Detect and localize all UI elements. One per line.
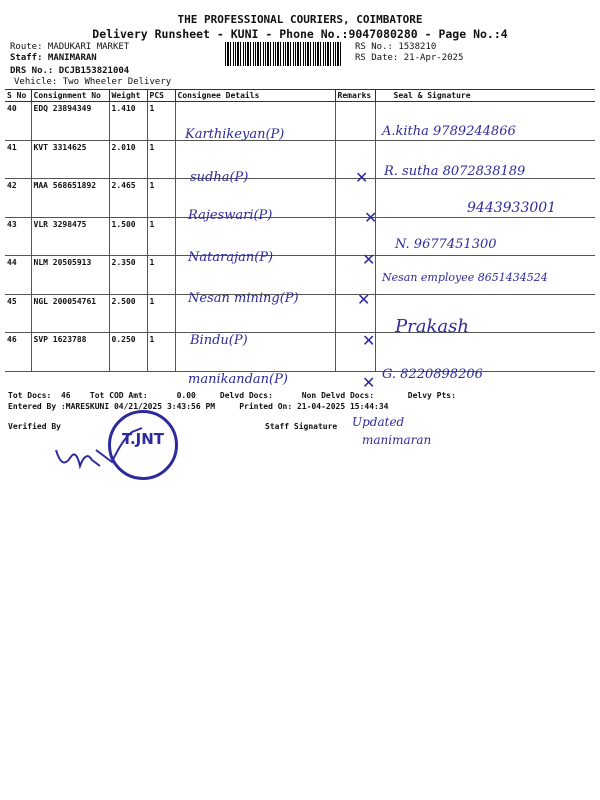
col-remarks: Remarks	[335, 90, 375, 102]
hw-consignee: Natarajan(P)	[188, 250, 274, 265]
cell-weight: 2.465	[109, 179, 147, 218]
cell-consignment: EDQ 23894349	[31, 102, 109, 141]
hw-signature: N. 9677451300	[395, 237, 497, 252]
hw-signature: 9443933001	[467, 200, 557, 216]
hw-signature: Nesan employee 8651434524	[382, 271, 548, 284]
cell-sno: 45	[5, 294, 31, 333]
cell-signature	[375, 333, 595, 372]
cell-sno: 46	[5, 333, 31, 372]
cell-consignment: VLR 3298475	[31, 217, 109, 256]
cell-consignment: MAA 568651892	[31, 179, 109, 218]
runsheet-subtitle: Delivery Runsheet - KUNI - Phone No.:9047080280 - Page No.:4	[92, 27, 508, 41]
route-text: Route: MADUKARI MARKET	[10, 42, 130, 52]
table-row	[5, 333, 595, 372]
cross-mark: ✕	[357, 290, 371, 309]
hw-signature: G. 8220898206	[382, 367, 483, 382]
cross-mark: ✕	[362, 250, 376, 269]
hw-consignee: sudha(P)	[190, 170, 249, 185]
cell-consignment: NLM 20505913	[31, 256, 109, 295]
cross-mark: ✕	[362, 373, 376, 392]
rs-date: RS Date: 21-Apr-2025	[355, 53, 464, 63]
cross-mark: ✕	[355, 168, 369, 187]
hw-signature: Prakash	[395, 316, 469, 337]
hw-consignee: Rajeswari(P)	[188, 208, 273, 223]
cell-weight: 2.350	[109, 256, 147, 295]
drs-number: DRS No.: DCJB153821004	[10, 66, 130, 76]
hw-signature: R. sutha 8072838189	[384, 164, 526, 179]
entered-by-line: Entered By :MARESKUNI 04/21/2025 3:43:56 PM Printed On: 21-04-2025 15:44:34	[8, 402, 389, 411]
totals-line: Tot Docs: 46 Tot COD Amt: 0.00 Delvd Docs: Non Delvd Docs: Delvy Pts:	[8, 391, 456, 400]
cell-pcs: 1	[147, 333, 175, 372]
col-sno: S No	[5, 90, 31, 102]
cell-remarks	[335, 102, 375, 141]
cell-sno: 42	[5, 179, 31, 218]
cross-mark: ✕	[364, 208, 378, 227]
cell-weight: 2.010	[109, 140, 147, 179]
cell-pcs: 1	[147, 140, 175, 179]
rs-number: RS No.: 1538210	[355, 42, 437, 52]
cell-consignment: NGL 200054761	[31, 294, 109, 333]
cell-weight: 2.500	[109, 294, 147, 333]
barcode	[225, 42, 343, 66]
staff-text: Staff: MANIMARAN	[10, 53, 97, 63]
cell-pcs: 1	[147, 217, 175, 256]
cell-weight: 0.250	[109, 333, 147, 372]
table-header-row	[5, 90, 595, 102]
cell-pcs: 1	[147, 179, 175, 218]
col-consignee: Consignee Details	[175, 90, 335, 102]
cell-consignment: KVT 3314625	[31, 140, 109, 179]
cell-pcs: 1	[147, 102, 175, 141]
cell-weight: 1.500	[109, 217, 147, 256]
col-seal-signature: Seal & Signature	[375, 90, 595, 102]
hw-signature: A.kitha 9789244866	[382, 124, 516, 139]
cell-sno: 40	[5, 102, 31, 141]
cell-sno: 44	[5, 256, 31, 295]
hw-consignee: Bindu(P)	[190, 333, 248, 348]
hw-consignee: Nesan mining(P)	[188, 291, 299, 306]
col-consignment: Consignment No	[31, 90, 109, 102]
cell-sno: 43	[5, 217, 31, 256]
table-row	[5, 217, 595, 256]
hw-staff-note: Updated	[352, 415, 405, 429]
cell-pcs: 1	[147, 294, 175, 333]
vehicle-text: Vehicle: Two Wheeler Delivery	[14, 77, 172, 87]
staff-signature-label: Staff Signature	[265, 422, 338, 431]
hw-consignee: manikandan(P)	[188, 372, 288, 387]
cell-pcs: 1	[147, 256, 175, 295]
table-row	[5, 294, 595, 333]
cell-consignment: SVP 1623788	[31, 333, 109, 372]
stamp-text: T.JNT	[121, 430, 165, 448]
verifier-signature	[52, 420, 172, 480]
cross-mark: ✕	[362, 331, 376, 350]
cell-weight: 1.410	[109, 102, 147, 141]
hw-staff-name: manimaran	[362, 433, 432, 447]
cell-sno: 41	[5, 140, 31, 179]
verified-by-label: Verified By	[8, 422, 61, 431]
col-weight: Weight	[109, 90, 147, 102]
hw-consignee: Karthikeyan(P)	[185, 127, 285, 142]
col-pcs: PCS	[147, 90, 175, 102]
company-title: THE PROFESSIONAL COURIERS, COIMBATORE	[177, 13, 423, 26]
